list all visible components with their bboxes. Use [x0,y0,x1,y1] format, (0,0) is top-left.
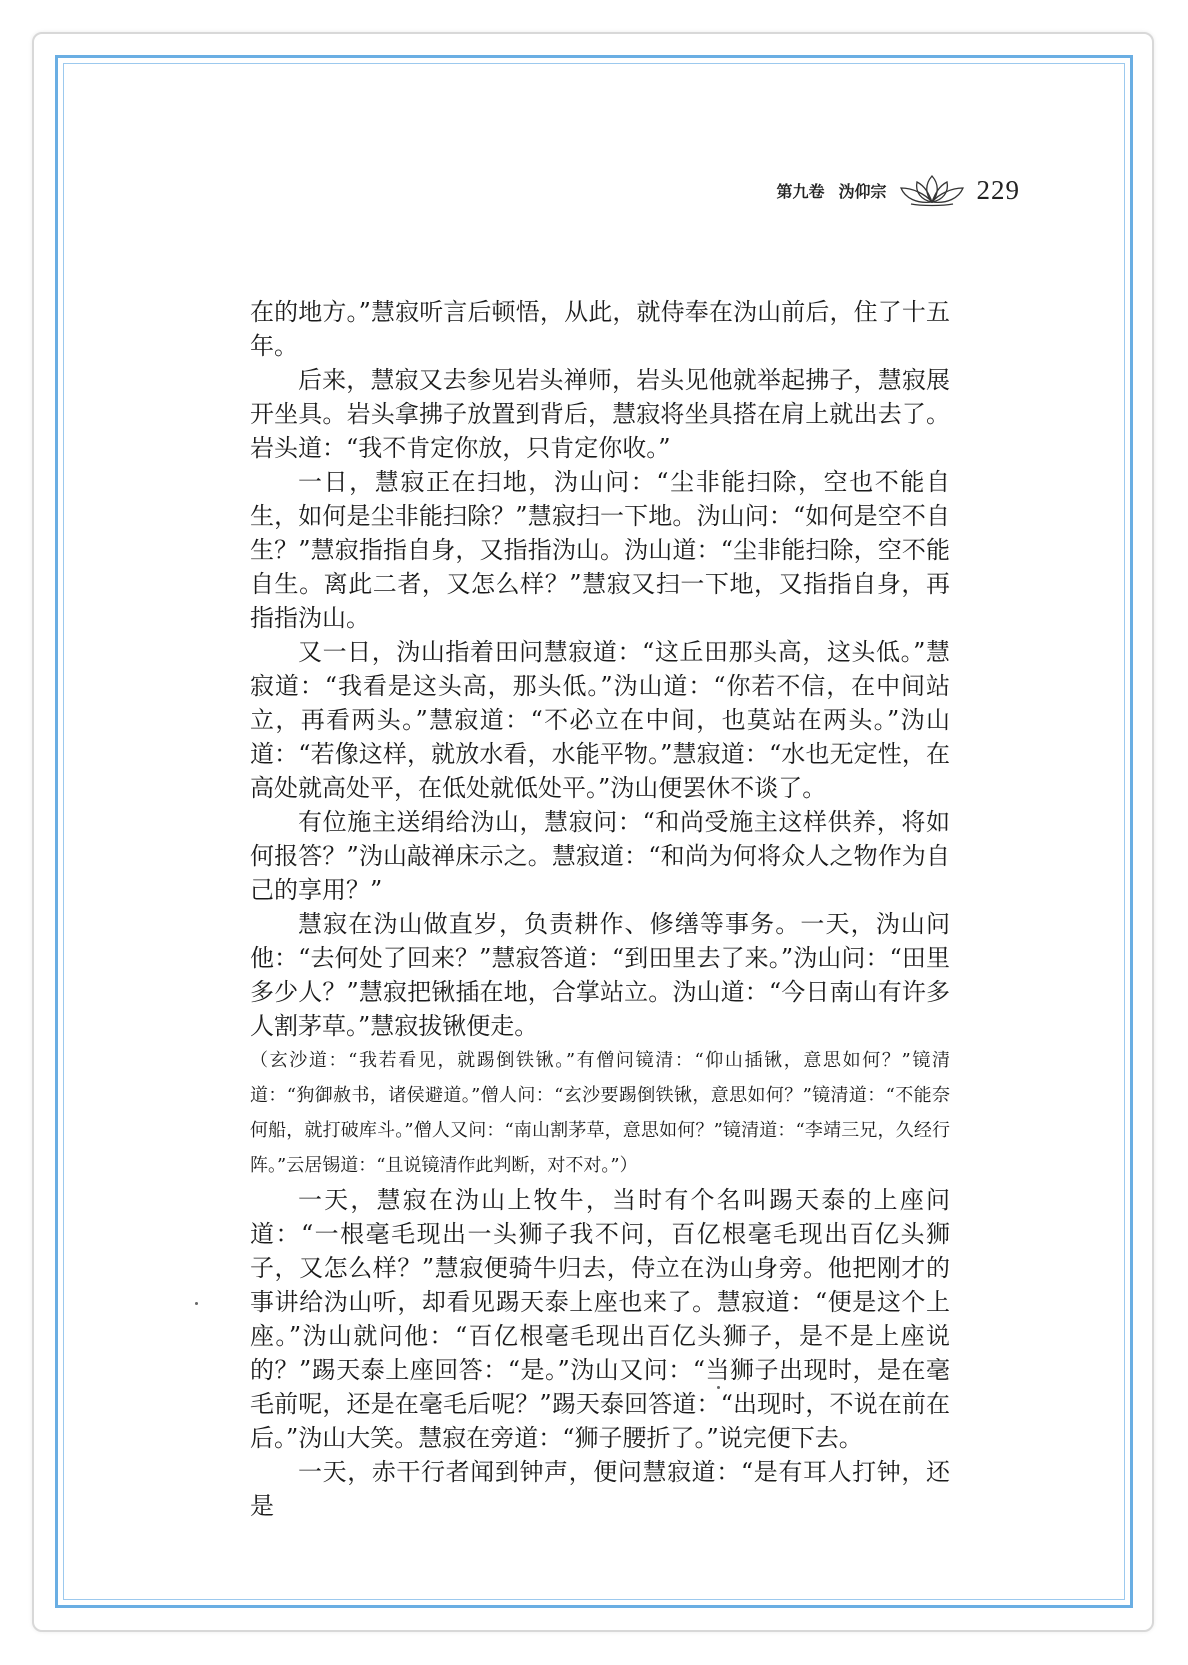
page-number: 229 [976,174,1020,205]
body-text [250,295,950,1523]
paragraph: 一天，赤干行者闻到钟声，便问慧寂道：“是有耳人打钟，还是 [250,1458,950,1520]
paragraph: 后来，慧寂又去参见岩头禅师，岩头见他就举起拂子，慧寂展开坐具。岩头拿拂子放置到背后，慧寂将坐具搭在肩上就出去了。岩头道：“我不肯定你放，只肯定你收。” [250,366,950,462]
commentary-note: （玄沙道：“我若看见，就踢倒铁锹。”有僧问镜清：“仰山插锹，意思如何？”镜清道：“狗御赦书，诸侯避道。”僧人问：“玄沙要踢倒铁锹，意思如何？”镜清道：“不能奈何船，就打破库斗。”僧人又问：“南山割茅草，意思如何？”镜清道：“李靖三兄，久经行阵。”云居锡道：“且说镜清作此判断，对不对。”） [250,1050,950,1176]
paragraph: 又一日，沩山指着田问慧寂道：“这丘田那头高，这头低。”慧寂道：“我看是这头高，那头低。”沩山道：“你若不信，在中间站立，再看两头。”慧寂道：“不必立在中间，也莫站在两头。”沩山道：“若像这样，就放水看，水能平物。”慧寂道：“水也无定性，在高处就高处平，在低处就低处平。”沩山便罢休不谈了。 [250,638,950,802]
paragraph: 有位施主送绢给沩山，慧寂问：“和尚受施主这样供养，将如何报答？”沩山敲禅床示之。慧寂道：“和尚为何将众人之物作为自己的享用？” [250,808,950,904]
lotus-ornament-icon [897,172,967,208]
paragraph: 一日，慧寂正在扫地，沩山问：“尘非能扫除，空也不能自生，如何是尘非能扫除？”慧寂扫一下地。沩山问：“如何是空不自生？”慧寂指指自身，又指指沩山。沩山道：“尘非能扫除，空不能自生。离此二者，又怎么样？”慧寂又扫一下地，又指指自身，再指指沩山。 [250,468,950,632]
running-head [700,170,1020,210]
scan-speck [717,1386,720,1389]
section-label: 沩仰宗 [838,181,887,201]
paragraph: 一天，慧寂在沩山上牧牛，当时有个名叫踢天泰的上座问道：“一根毫毛现出一头狮子我不问，百亿根毫毛现出百亿头狮子，又怎么样？”慧寂便骑牛归去，侍立在沩山身旁。他把刚才的事讲给沩山听，却看见踢天泰上座也来了。慧寂道：“便是这个上座。”沩山就问他：“百亿根毫毛现出百亿头狮子，是不是上座说的？”踢天泰上座回答：“是。”沩山又问：“当狮子出现时，是在毫毛前呢，还是在毫毛后呢？”踢天泰回答道：“出现时，不说在前在后。”沩山大笑。慧寂在旁道：“狮子腰折了。”说完便下去。 [250,1186,950,1452]
paragraph: 慧寂在沩山做直岁，负责耕作、修缮等事务。一天，沩山问他：“去何处了回来？”慧寂答道：“到田里去了来。”沩山问：“田里多少人？”慧寂把锹插在地，合掌站立。沩山道：“今日南山有许多人割茅草。”慧寂拔锹便走。 [250,910,950,1040]
scan-speck [195,1302,198,1305]
volume-label: 第九卷 [776,181,825,201]
paragraph: 在的地方。”慧寂听言后顿悟，从此，就侍奉在沩山前后，住了十五年。 [250,298,950,360]
